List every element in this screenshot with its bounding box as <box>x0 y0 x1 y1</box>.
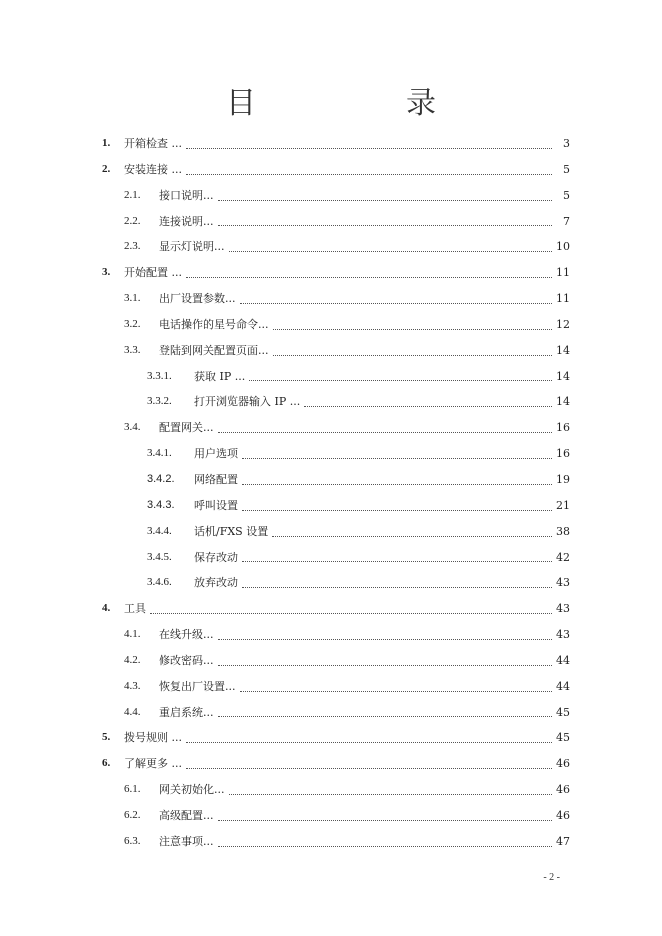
toc-entry-page: 12 <box>556 317 570 331</box>
toc-entry-title: 拨号规则 ... <box>124 731 182 745</box>
toc-entry-page: 43 <box>556 576 570 590</box>
toc-entry-page: 46 <box>556 783 570 797</box>
toc-entry[interactable] <box>0 312 662 338</box>
toc-entry[interactable] <box>0 648 662 674</box>
toc-entry-page: 47 <box>556 834 570 848</box>
toc-entry-number: 3.4.6. <box>147 576 172 589</box>
toc-entry-number: 3.2. <box>124 317 141 330</box>
toc-entry-title: 用户选项 <box>194 447 238 461</box>
toc-entry-title: 在线升级... <box>159 628 214 642</box>
toc-entry-number: 4.4. <box>124 705 141 718</box>
toc-entry-title: 接口说明... <box>159 188 214 202</box>
toc-entry-number: 3. <box>102 266 111 279</box>
toc-entry-page: 43 <box>556 628 570 642</box>
toc-dot-leader <box>186 157 552 183</box>
toc-entry-page: 10 <box>556 240 570 254</box>
toc-dot-leader <box>273 338 552 364</box>
toc-entry[interactable] <box>0 209 662 235</box>
toc-dot-leader <box>229 234 552 260</box>
toc-dot-leader <box>218 648 552 674</box>
toc-entry-number: 3.4. <box>124 421 141 434</box>
toc-entry-title: 话机/FXS 设置 <box>194 524 269 538</box>
toc-dot-leader <box>304 389 552 415</box>
toc-dot-leader <box>240 286 552 312</box>
toc-entry-page: 45 <box>556 731 570 745</box>
toc-entry-number: 3.4.5. <box>147 550 172 563</box>
toc-entry[interactable] <box>0 777 662 803</box>
toc-entry[interactable] <box>0 803 662 829</box>
toc-entry-title: 登陆到网关配置页面... <box>159 343 269 357</box>
toc-dot-leader <box>218 622 552 648</box>
toc-entry-number: 6.1. <box>124 783 141 796</box>
toc-entry-title: 配置网关... <box>159 421 214 435</box>
toc-entry-title: 网络配置 <box>194 472 238 486</box>
toc-entry-page: 7 <box>563 214 570 228</box>
toc-entry-title: 工具 <box>124 602 146 616</box>
toc-entry-page: 44 <box>556 679 570 693</box>
toc-entry-title: 放弃改动 <box>194 576 238 590</box>
toc-dot-leader <box>242 441 552 467</box>
toc-entry-number: 6.3. <box>124 834 141 847</box>
toc-entry-number: 3.3.1. <box>147 369 172 382</box>
toc-entry-number: 5. <box>102 731 111 744</box>
toc-entry[interactable] <box>0 364 662 390</box>
toc-entry[interactable] <box>0 751 662 777</box>
toc-dot-leader <box>218 415 552 441</box>
toc-entry-title: 重启系统... <box>159 705 214 719</box>
toc-entry-number: 4. <box>102 602 111 615</box>
toc-entry[interactable] <box>0 441 662 467</box>
toc-dot-leader <box>242 467 552 493</box>
toc-dot-leader <box>186 725 552 751</box>
toc-entry-page: 21 <box>556 498 570 512</box>
toc-entry-number: 3.4.1. <box>147 447 172 460</box>
toc-entry-page: 19 <box>556 472 570 486</box>
toc-entry-page: 11 <box>556 266 570 280</box>
toc-entry-title: 高级配置... <box>159 808 214 822</box>
toc-dot-leader <box>218 183 552 209</box>
toc-entry-title: 修改密码... <box>159 653 214 667</box>
toc-entry-number: 3.4.4. <box>147 524 172 537</box>
toc-dot-leader <box>240 674 552 700</box>
toc-entry-title: 网关初始化... <box>159 783 225 797</box>
toc-entry-number: 2.2. <box>124 214 141 227</box>
toc-dot-leader <box>218 803 552 829</box>
toc-entry[interactable] <box>0 338 662 364</box>
toc-entry-page: 46 <box>556 808 570 822</box>
toc-entry[interactable] <box>0 674 662 700</box>
toc-entry-page: 43 <box>556 602 570 616</box>
toc-entry[interactable] <box>0 467 662 493</box>
toc-entry-number: 3.4.2. <box>147 472 175 485</box>
toc-entry-number: 2.3. <box>124 240 141 253</box>
toc-entry-title: 获取 IP ... <box>194 369 246 383</box>
toc-entry-page: 42 <box>556 550 570 564</box>
toc-entry[interactable] <box>0 131 662 157</box>
toc-entry-title: 恢复出厂设置... <box>159 679 236 693</box>
toc-dot-leader <box>242 570 552 596</box>
toc-entry-number: 2. <box>102 162 111 175</box>
toc-entry-title: 了解更多 ... <box>124 757 182 771</box>
toc-entry-number: 3.4.3. <box>147 498 175 511</box>
toc-entry-page: 45 <box>556 705 570 719</box>
table-of-contents <box>0 131 662 855</box>
toc-entry[interactable] <box>0 622 662 648</box>
toc-entry-page: 46 <box>556 757 570 771</box>
toc-entry-number: 4.2. <box>124 653 141 666</box>
toc-dot-leader <box>229 777 552 803</box>
toc-entry-title: 呼叫设置 <box>194 498 238 512</box>
page-number-footer: - 2 - <box>543 872 560 883</box>
toc-entry[interactable] <box>0 183 662 209</box>
toc-dot-leader <box>186 260 552 286</box>
toc-entry-page: 14 <box>556 343 570 357</box>
toc-entry-page: 44 <box>556 653 570 667</box>
toc-entry[interactable] <box>0 286 662 312</box>
toc-entry-title: 连接说明... <box>159 214 214 228</box>
toc-entry-number: 2.1. <box>124 188 141 201</box>
toc-dot-leader <box>218 700 552 726</box>
toc-entry[interactable] <box>0 493 662 519</box>
toc-entry-page: 16 <box>556 421 570 435</box>
toc-entry[interactable] <box>0 545 662 571</box>
toc-dot-leader <box>242 493 552 519</box>
toc-entry-page: 16 <box>556 447 570 461</box>
toc-entry-title: 保存改动 <box>194 550 238 564</box>
toc-entry[interactable] <box>0 519 662 545</box>
toc-entry-page: 3 <box>563 137 570 150</box>
toc-entry[interactable] <box>0 157 662 183</box>
toc-entry-page: 5 <box>563 162 570 176</box>
toc-entry-page: 5 <box>563 188 570 202</box>
toc-entry[interactable] <box>0 725 662 751</box>
toc-entry-number: 3.1. <box>124 292 141 305</box>
toc-dot-leader <box>272 519 552 545</box>
toc-dot-leader <box>249 364 552 390</box>
toc-dot-leader <box>186 131 552 157</box>
toc-entry[interactable] <box>0 260 662 286</box>
toc-entry-title: 开始配置 ... <box>124 266 182 280</box>
toc-entry[interactable] <box>0 829 662 855</box>
toc-entry[interactable] <box>0 415 662 441</box>
toc-entry-title: 开箱检查 ... <box>124 137 182 150</box>
toc-entry-page: 11 <box>556 292 570 306</box>
toc-entry-number: 4.1. <box>124 628 141 641</box>
toc-dot-leader <box>186 751 552 777</box>
toc-dot-leader <box>150 596 552 622</box>
toc-entry-title: 显示灯说明... <box>159 240 225 254</box>
toc-entry-title: 安装连接 ... <box>124 162 182 176</box>
toc-entry-title: 电话操作的星号命令... <box>159 317 269 331</box>
toc-entry-number: 3.3. <box>124 343 141 356</box>
page-title: 目 录 <box>226 86 496 121</box>
toc-entry[interactable] <box>0 234 662 260</box>
toc-entry-title: 打开浏览器输入 IP ... <box>194 395 301 409</box>
toc-dot-leader <box>242 545 552 571</box>
toc-entry-page: 38 <box>556 524 570 538</box>
toc-entry[interactable] <box>0 570 662 596</box>
toc-entry-page: 14 <box>556 369 570 383</box>
toc-entry-title: 出厂设置参数... <box>159 292 236 306</box>
toc-entry-number: 4.3. <box>124 679 141 692</box>
toc-entry-number: 3.3.2. <box>147 395 172 408</box>
toc-entry[interactable] <box>0 700 662 726</box>
toc-entry-number: 6.2. <box>124 808 141 821</box>
toc-dot-leader <box>218 829 552 855</box>
toc-dot-leader <box>218 209 552 235</box>
toc-dot-leader <box>273 312 552 338</box>
toc-entry-page: 14 <box>556 395 570 409</box>
toc-entry[interactable] <box>0 596 662 622</box>
toc-entry-title: 注意事项... <box>159 834 214 848</box>
toc-entry[interactable] <box>0 389 662 415</box>
toc-entry-number: 6. <box>102 757 111 770</box>
toc-entry-number: 1. <box>102 137 111 149</box>
